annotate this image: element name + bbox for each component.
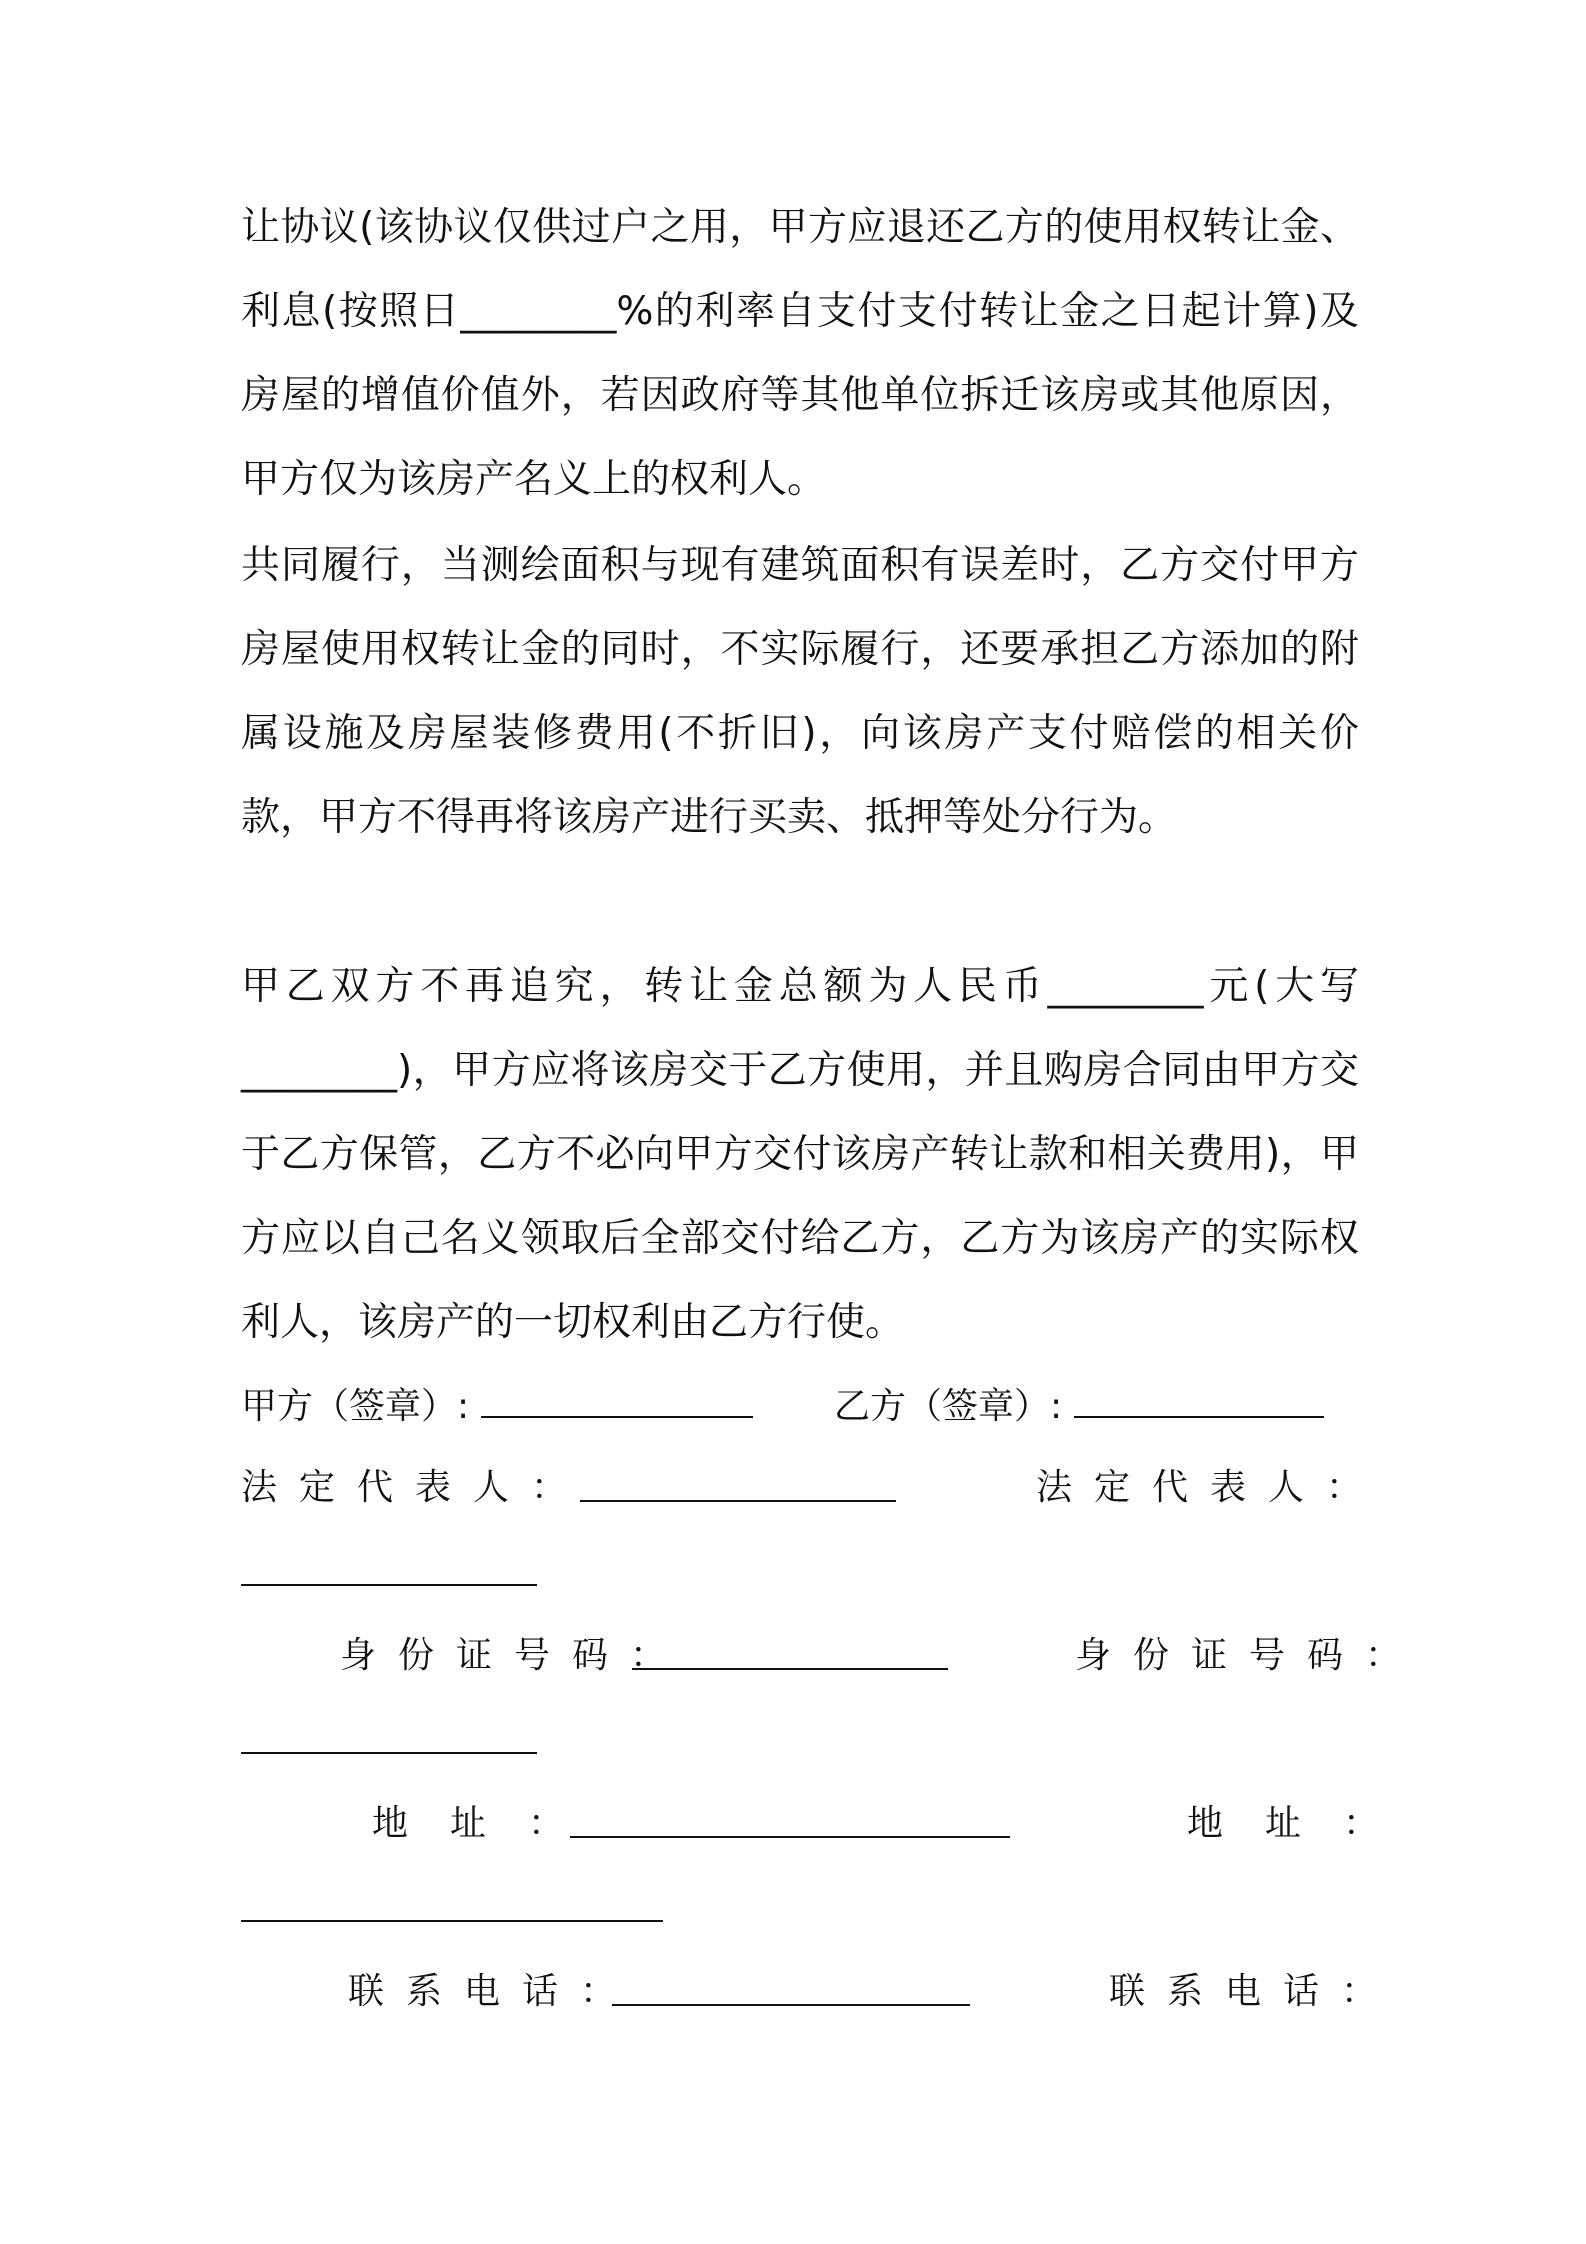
party-b-id — [1075, 1632, 1423, 1680]
party-b-legal-rep — [1036, 1464, 1384, 1512]
party-a-legal-rep-blank — [580, 1464, 896, 1502]
party-a-legal-rep — [241, 1464, 589, 1512]
party-b-signature-blank — [1074, 1380, 1324, 1418]
party-a-signature-blank — [481, 1380, 753, 1418]
paragraph-refund-terms — [241, 186, 1359, 522]
party-a-id-blank — [632, 1632, 948, 1670]
paragraph-text: 甲乙双方不再追究，转让金总额为人民币________元(大写________)，甲方应将该房交于乙方使用，并且购房合同由甲方交于乙方保管，乙方不必向甲方交付该房产转让款和相关费用)，甲方应以自己名义领取后全部交付给乙方，乙方为该房产的实际权利人，该房产的一切权利由乙方行使。 — [241, 964, 1359, 1345]
party-b-id-line — [241, 1716, 537, 1767]
party-b-address-label: 地址： — [1187, 1803, 1422, 1844]
party-b-legal-rep-blank — [241, 1548, 537, 1586]
paragraph-joint-performance — [241, 524, 1359, 860]
party-a-address-blank — [570, 1800, 1010, 1838]
paragraph-text: 共同履行，当测绘面积与现有建筑面积有误差时，乙方交付甲方房屋使用权转让金的同时，不实际履行，还要承担乙方添加的附属设施及房屋装修费用(不折旧)，向该房产支付赔偿的相关价款，甲方不得再将该房产进行买卖、抵押等处分行为。 — [241, 543, 1359, 840]
party-b-address-line — [241, 1884, 663, 1935]
party-a-label: 甲方（签章）: — [241, 1386, 470, 1427]
party-a-phone — [348, 1968, 638, 2016]
party-a-legal-rep-line — [580, 1464, 896, 1515]
party-b-legal-rep-line — [241, 1548, 537, 1599]
party-b-address — [1187, 1800, 1421, 1848]
paragraph-transfer-amount — [241, 945, 1359, 1365]
party-b-signature — [834, 1380, 1324, 1431]
party-b-id-blank — [241, 1716, 537, 1754]
party-b-phone — [1109, 1968, 1399, 2016]
party-a-legal-rep-label: 法定代表人： — [241, 1467, 590, 1508]
party-a-id-label: 身份证号码： — [340, 1635, 689, 1676]
paragraph-text: 让协议(该协议仅供过户之用，甲方应退还乙方的使用权转让金、利息(按照日________%的利率自支付支付转让金之日起计算)及房屋的增值价值外，若因政府等其他单位拆迁该房或其他原因，甲方仅为该房产名义上的权利人。 — [241, 205, 1359, 502]
party-a-phone-label: 联系电话： — [348, 1971, 639, 2012]
party-a-signature — [241, 1380, 753, 1431]
party-b-legal-rep-label: 法定代表人： — [1036, 1467, 1385, 1508]
party-a-phone-line — [612, 1968, 970, 2019]
party-a-phone-blank — [612, 1968, 970, 2006]
party-b-label: 乙方（签章）: — [834, 1386, 1063, 1427]
party-b-address-blank — [241, 1884, 663, 1922]
party-a-address-line — [570, 1800, 1010, 1851]
party-b-id-label: 身份证号码： — [1075, 1635, 1424, 1676]
party-a-address-label: 地址： — [372, 1803, 607, 1844]
party-b-phone-label: 联系电话： — [1109, 1971, 1400, 2012]
party-a-id-line — [632, 1632, 948, 1683]
